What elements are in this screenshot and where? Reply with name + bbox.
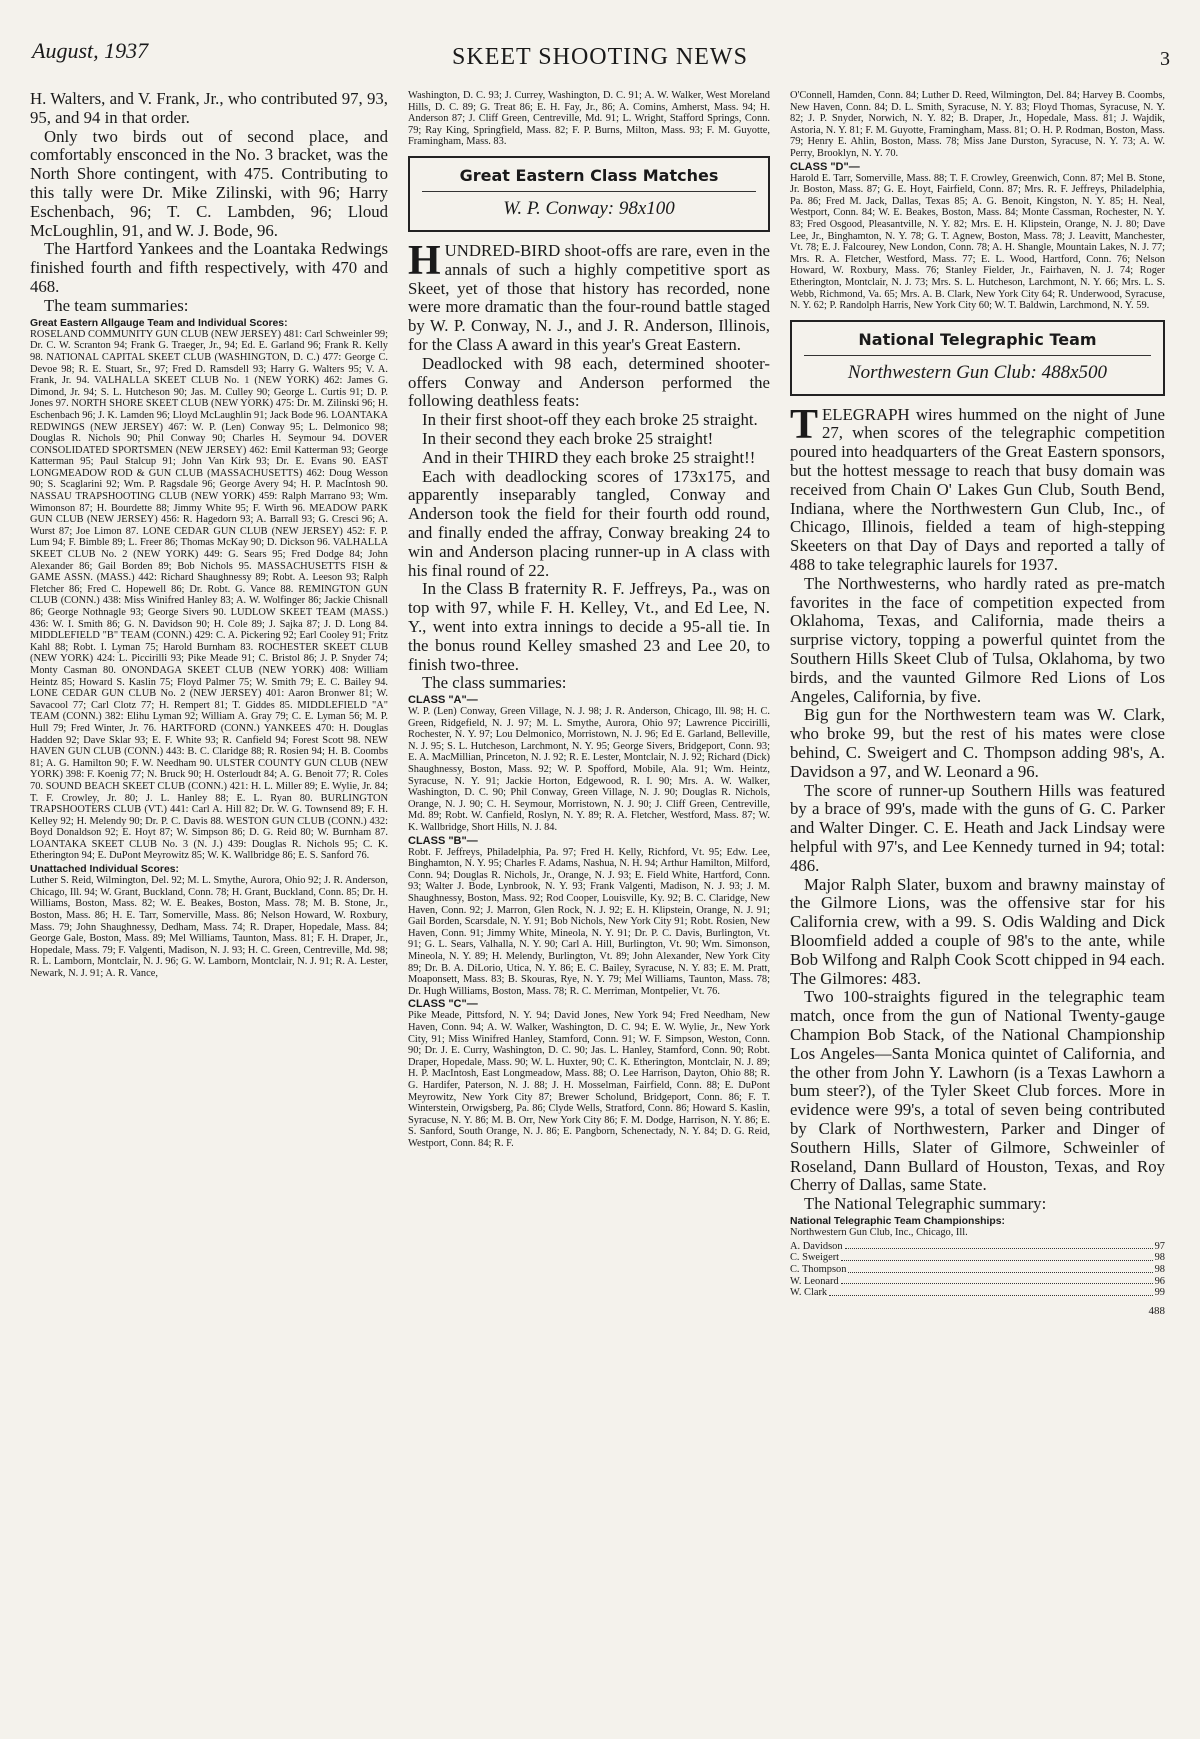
column-left xyxy=(30,90,388,1699)
shooter-score: 96 xyxy=(1154,1275,1165,1287)
continued-scores: Washington, D. C. 93; J. Currey, Washington, D. C. 91; A. W. Walker, West Moreland Hills, D. C. 89; G. Treat 86; E. H. Fay, Jr., 86; A. Comins, Amherst, Mass. 94; H. Anderson 87; J. Cliff Green, Centreville, Md. 91; L. Wright, Stafford Springs, Conn. 79; Ray King, Springfield, Mass. 82; F. P. Burns, Milton, Mass. 93; F. M. Guyotte, Framingham, Mass. 83. xyxy=(408,90,770,148)
telegraphic-club: Northwestern Gun Club, Inc., Chicago, Ill. xyxy=(790,1227,968,1239)
unattached-scores-list: Luther S. Reid, Wilmington, Del. 92; M. L. Smythe, Aurora, Ohio 92; J. R. Anderson, Chicago, Ill. 94; W. Grant, Buckland, Conn. 78; H. Grant, Buckland, Conn. 85; Dr. H. Williams, Boston, Mass. 82; W. E. Beakes, Boston, Mass. 78; M. B. Stone, Jr., Boston, Mass. 86; H. E. Tarr, Somerville, Mass. 86; Nelson Howard, W. Roxbury, Mass. 79; John Shaughnessy, Dedham, Mass. 74; R. Draper, Hopedale, Mass. 84; George Gale, Boston, Mass. 89; Mel Williams, Taunton, Mass. 81; F. H. Draper, Jr., Hopedale, Mass. 79; F. Valgenti, Madison, N. J. 93; H. C. Green, Centreville, Md. 98; R. L. Lamborn, Montclair, N. J. 96; G. W. Lamborn, Montclair, N. J. 91; R. A. Lester, Newark, N. J. 91; A. R. Vance, xyxy=(30,875,388,980)
telegraphic-summary-list xyxy=(790,1241,1165,1299)
page-number: 3 xyxy=(1160,48,1170,70)
article-paragraph: The score of runner-up Southern Hills was featured by a brace of 99's, made with the guns of G. C. Parker and Walter Dinger. C. E. Heath and Jack Lindsay were helpful with 97's, and Lee Kennedy turned in 94; total: 486. xyxy=(790,780,1165,875)
article-paragraph: The Northwesterns, who hardly rated as pre-match favorites in the face of competition expected from Oklahoma, Texas, and California, made theirs a surprise victory, topping a powerful quintet from the Southern Hills Skeet Club of Tulsa, Oklahoma, by two birds, and the vaunted Gilmore Red Lions of Los Angeles, California, by five. xyxy=(790,573,1165,706)
shooter-name: C. Sweigert xyxy=(790,1252,840,1264)
article-paragraph: In their second they each broke 25 straight! xyxy=(422,428,714,448)
team-scores-list: ROSELAND COMMUNITY GUN CLUB (NEW JERSEY) 481: Carl Schweinler 99; Dr. C. W. Scranton 94; Frank G. Traeger, Jr., 94; Ed. E. Garland 96; Frank R. Kelly 98. NATIONAL CAPITAL SKEET CLUB (WASHINGTON, D. C.) 477: George C. Devoe 98; R. E. Stuart, Sr., 97; Fred D. Ramsdell 93; Harry G. Walters 95; V. A. Frank, Jr. 94. VALHALLA SKEET CLUB No. 1 (NEW YORK) 462: James G. Dimond, Jr. 94; S. L. Hutcheson 90; Jas. M. Culley 90; George L. Curtis 91; D. P. Jones 97. NORTH SHORE SKEET CLUB (NEW YORK) 475: Dr. M. Zilinski 96; H. Eschenbach 96; J. K. Lamden 96; Lloyd McLaughlin 91; Jack Bode 96. LOANTAKA REDWINGS (NEW JERSEY) 467: W. P. (Len) Conway 95; L. Delmonico 98; Douglas R. Nichols 90; Phil Conway 90; Charles H. Seymour 94. DOVER CONSOLIDATED SPORTSMEN (NEW JERSEY) 462: Emil Katterman 93; George Katterman 95; Paul Stalcup 91; John Van Kirk 93; Dr. E. Evans 90. EAST LONGMEADOW ROD & GUN CLUB (MASSACHUSETTS) 462: Doug Wesson 90; S. Scaglarini 92; Wm. P. Ragsdale 96; George Avery 94; H. P. MacIntosh 90. NASSAU TRAPSHOOTING CLUB (NEW YORK) 459: Ralph Marrano 93; Wm. Wimonson 87; H. Bourdette 88; Jimmy White 95; F. Wirth 96. MEADOW PARK GUN CLUB (NEW JERSEY) 456: R. Hagedorn 93; A. Barrall 93; G. Cresci 96; A. Wurst 87; Joe Limon 87. LONE CEDAR GUN CLUB (NEW JERSEY) 452: F. P. Lum 94; F. Bimble 89; L. Freer 86; Thomas McKay 90; D. Dickson 96. VALHALLA SKEET CLUB No. 2 (NEW YORK) 449: G. Sears 95; Fred Dodge 84; John Alexander 86; Gail Borden 89; Bob Nichols 95. MASSACHUSETTS FISH & GAME ASSN. (MASS.) 442: Richard Shaughnessy 89; Robt. A. Leeson 93; Ralph Fletcher 86; Fred C. Hopewell 86; Dr. Robt. G. Vance 88. REMINGTON GUN CLUB (CONN.) 438: Miss Winifred Hanley 83; A. W. Wolfinger 86; Jackie Chisnall 86; George Nothnagle 93; George Sivers 90. LUDLOW SKEET TEAM (MASS.) 436: W. I. Smith 86; G. N. Davidson 90; H. Cole 89; J. Sajka 87; J. D. Long 84. MIDDLEFIELD "B" TEAM (CONN.) 429: C. A. Pickering 92; Earl Cooley 91; Fritz Kahl 88; Robt. I. Lyman 75; Harold Burnham 83. ROCHESTER SKEET CLUB (NEW YORK) 424: L. Piccirilli 93; Pike Meade 91; C. Bristol 86; J. P. Snyder 74; Monty Casman 80. ONONDAGA SKEET CLUB (NEW YORK) 408: William Heintz 85; Howard S. Kaslin 75; Floyd Palmer 75; W. Smith 79; E. C. Bailey 94. LONE CEDAR GUN CLUB No. 2 (NEW JERSEY) 401: Aaron Bronwer 81; W. Savacool 77; Carl Clotz 77; H. Rempert 81; T. Giddes 85. MIDDLEFIELD "A" TEAM (CONN.) 382: Elihu Lyman 92; William A. Gray 79; C. E. Lyman 56; M. P. Hull 79; Fred Winter, Jr. 76. HARTFORD (CONN.) YANKEES 470: H. Douglas Hadden 92; Dave Sklar 93; E. F. White 93; R. Canfield 94; Forest Scott 98. NEW HAVEN GUN CLUB (CONN.) 443: B. C. Claridge 88; R. Rosien 94; H. B. Coombs 81; A. G. Hamilton 90; F. W. Needham 90. ULSTER COUNTY GUN CLUB (NEW YORK) 398: F. Koenig 77; N. Bruck 90; H. Osterloudt 84; A. G. Benoit 77; R. Coles 70. SOUND BEACH SKEET CLUB (CONN.) 421: H. L. Miller 89; E. Wylie, Jr. 84; T. F. Crowley, Jr. 80; J. L. Hanley 88; E. L. Ryan 80. BURLINGTON TRAPSHOOTERS CLUB (VT.) 441: Carl A. Hill 82; Dr. W. G. Townsend 89; F. H. Kelley 92; H. Melendy 90; Dr. P. C. Davis 88. WESTON GUN CLUB (CONN.) 432: Boyd Donaldson 92; E. Hoyt 87; W. Simpson 86; D. G. Reid 80; W. Burnham 87. LOANTAKA SKEET CLUB No. 3 (N. J.) 439: Douglas R. Nichols 95; C. K. Etherington 94; E. DuPont Meyrowitz 85; W. K. Wallbridge 86; E. S. Sanford 76. xyxy=(30,328,388,862)
drop-cap: H xyxy=(408,237,441,284)
article-paragraph: The National Telegraphic summary: xyxy=(804,1194,1047,1214)
issue-date: August, 1937 xyxy=(32,38,149,63)
shooter-name: C. Thompson xyxy=(790,1263,847,1275)
lead-paragraph xyxy=(790,401,1165,575)
box-title: Great Eastern Class Matches xyxy=(459,165,719,185)
class-matches-title-box xyxy=(408,156,770,232)
summary-row xyxy=(790,1241,1165,1253)
intro-paragraph: The team summaries: xyxy=(44,295,189,315)
summary-row xyxy=(790,1252,1165,1264)
shooter-score: 99 xyxy=(1154,1287,1165,1299)
article-paragraph: The class summaries: xyxy=(422,673,567,693)
article-paragraph: Major Ralph Slater, buxom and brawny mainstay of the Gilmore Lions, was the offensive star for his California crew, with a 99. S. Odis Walding and Dick Bloomfield added a couple of 98's to the ante, while Bob Wilfong and Ralph Cook Scott chipped in 94 each. The Gilmores: 483. xyxy=(790,874,1165,988)
page-header xyxy=(30,38,1170,78)
summary-row xyxy=(790,1287,1165,1299)
article-paragraph: In their first shoot-off they each broke 25 straight. xyxy=(422,410,758,430)
class-a-label: CLASS "A"— xyxy=(408,694,478,707)
box-subtitle: W. P. Conway: 98x100 xyxy=(503,197,675,219)
article-paragraph: Big gun for the Northwestern team was W. Clark, who broke 99, but the rest of his mates were close behind, C. Sweigert and C. Thompson adding 98's, A. Davidson a 97, and W. Leonard a 96. xyxy=(790,705,1165,781)
leader-dots xyxy=(841,1276,1153,1285)
column-right xyxy=(790,90,1165,1699)
unattached-heading: Unattached Individual Scores: xyxy=(30,864,179,876)
leader-dots xyxy=(841,1252,1153,1261)
shooter-name: W. Clark xyxy=(790,1287,828,1299)
intro-paragraph: The Hartford Yankees and the Loantaka Redwings finished fourth and fifth respectively, with 470 and 468. xyxy=(30,239,388,296)
lead-text: ELEGRAPH wires hummed on the night of June 27, when scores of the telegraphic competition poured into headquarters of the Great Eastern sponsors, but the hottest message to reach that busy domain was received from Chain O' Lakes Gun Club, South Bend, Indiana, where the Northwestern Gun Club, Inc., of Chicago, Illinois, fielded a team of high-stepping Skeeters on that Day of Days and reported a tally of 488 to take telegraphic laurels for 1937. xyxy=(790,404,1165,575)
leader-dots xyxy=(829,1287,1152,1296)
shooter-score: 98 xyxy=(1154,1263,1165,1275)
leader-dots xyxy=(845,1241,1153,1250)
summary-row xyxy=(790,1264,1165,1276)
article-paragraph: Each with deadlocking scores of 173x175, and apparently inseparably tangled, Conway and Anderson took the field for their fourth odd round, and finally ended the affray, Conway breaking 24 to win and Anderson placing runner-up in A class with his final round of 22. xyxy=(408,466,770,580)
article-paragraph: And in their THIRD they each broke 25 straight!! xyxy=(422,447,756,467)
summary-row xyxy=(790,1276,1165,1288)
class-c-scores: Pike Meade, Pittsford, N. Y. 94; David Jones, New York 94; Fred Needham, New Haven, Conn. 94; A. W. Walker, Washington, D. C. 94; E. W. Wylie, Jr., New York City, 91; Miss Winifred Hanley, Stamford, Conn. 91; W. F. Simpson, Weston, Conn. 90; Dr. J. E. Curry, Washington, D. C. 90; Jas. L. Hanley, Stamford, Conn. 90; Robt. Draper, Hopedale, Mass. 90; W. L. Huxter, 90; C. K. Etherington, Montclair, N. J. 89; H. P. MacIntosh, East Longmeadow, Mass. 88; O. Lee Harrison, Dayton, Ohio 88; R. G. Hardifer, Paterson, N. J. 88; J. H. Mosselman, Fairfield, Conn. 88; E. DuPont Meyrowitz, New York City 87; Brewer Scholund, Bridgeport, Conn. 86; F. T. Winterstein, Orwigsberg, Pa. 86; Clyde Wells, Stratford, Conn. 86; Howard S. Kaslin, Syracuse, N. Y. 86; M. B. Orr, New York City 86; F. M. Dodge, Harrison, N. Y. 86; E. S. Sanford, South Orange, N. J. 86; E. Pangborn, Schenectady, N. Y. 84; D. G. Reid, Westport, Conn. 84; R. F. xyxy=(408,1010,770,1149)
shooter-name: W. Leonard xyxy=(790,1275,839,1287)
column-middle xyxy=(408,90,770,1699)
class-d-scores: Harold E. Tarr, Somerville, Mass. 88; T. F. Crowley, Greenwich, Conn. 87; Mel B. Stone, Jr. Boston, Mass. 87; G. E. Hoyt, Fairfield, Conn. 87; Mrs. R. F. Jeffreys, Philadelphia, Pa. 86; Fred M. Jack, Dallas, Texas 85; A. G. Benoit, Kingston, N. Y. 85; H. Neal, Westport, Conn. 84; W. E. Beakes, Boston, Mass. 84; Monte Cassman, Rochester, N. Y. 83; Fred Osgood, Pleasantville, N. Y. 82; Mrs. E. H. Klipstein, Orange, N. J. 80; Dave Lee, Jr., Binghamton, N. Y. 78; G. T. Agnew, Boston, Mass. 78; J. Leavitt, Manchester, Vt. 78; E. J. Falcourey, New London, Conn. 78; A. H. Shangle, Mountain Lakes, N. J. 77; Mrs. R. A. Fletcher, Westford, Mass. 77; E. L. Wood, Hartford, Conn. 76; Nelson Howard, W. Roxbury, Mass. 76; Stanley Fielder, Jr., Fairhaven, N. J. 74; Roger Etherington, Montclair, N. J. 73; Mrs. S. L. Hutcheson, Larchmont, N. Y. 66; Mrs. L. S. Webb, Richmond, Va. 65; Mrs. A. B. Clark, New York City 64; R. Underwood, Syracuse, N. Y. 62; P. Randolph Harris, New York City 60; W. T. Baldwin, Larchmond, N. Y. 59. xyxy=(790,172,1165,312)
lead-text: UNDRED-BIRD shoot-offs are rare, even in the annals of such a highly competitive sport as Skeet, yet of those that history has recorded, none were more dramatic than the four-round battle staged by W. P. Conway, N. J., and J. R. Anderson, Illinois, for the Class A award in this year's Great Eastern. xyxy=(408,240,770,354)
article-paragraph: Two 100-straights figured in the telegraphic team match, once from the gun of National Twenty-gauge Champion Bob Stack, of the National Championship Los Angeles—Santa Monica quintet of California, and the other from John Y. Lawhorn (is a Texas Lawhorn a bum steer?), of the Tyler Skeet Club forces. More in evidence were 99's, a total of seven being contributed by Clark of Northwestern, Parker and Dinger of Southern Hills, Slater of Gilmore, Schweinler of Roseland, Dann Bullard of Houston, Texas, and Roy Cherry of Dallas, same State. xyxy=(790,987,1165,1195)
article-paragraph: In the Class B fraternity R. F. Jeffreys, Pa., was on top with 97, while F. H. Kelley, Vt., and Ed Lee, N. Y., went into extra innings to decide a 95-all tie. In the bonus round Kelley smashed 23 and Lee 20, to finish two-three. xyxy=(408,579,770,674)
drop-cap: T xyxy=(790,401,819,448)
intro-paragraph: Only two birds out of second place, and comfortably ensconced in the No. 3 bracket, was the North Shore contingent, with 475. Contributing to this tally were Dr. Mike Zilinski, with 96; Harry Eschenbach, 96; T. C. Lambden, 96; Lloud McLoughlin, 91, and W. J. Bode, 96. xyxy=(30,126,388,240)
box-subtitle: Northwestern Gun Club: 488x500 xyxy=(847,361,1108,383)
class-b-scores: Robt. F. Jeffreys, Philadelphia, Pa. 97; Fred H. Kelly, Richford, Vt. 95; Edw. Lee, Binghamton, N. Y. 95; Charles F. Adams, Nashua, N. H. 94; Arthur Hamilton, Milford, Conn. 94; Douglas R. Nichols, Jr., Orange, N. J. 93; E. Field White, Hartford, Conn. 93; Walter J. Bode, Lynbrook, N. Y. 93; Frank Valgenti, Madison, N. J. 93; J. M. Shaughnessy, Boston, Mass. 92; Rod Cooper, Louisville, Ky. 92; B. C. Claridge, New Haven, Conn. 92; J. Marron, Glen Rock, N. J. 92; E. H. Klipstein, Orange, N. J. 91; Gail Borden, Scarsdale, N. Y. 91; Bob Nichols, New York City 91; Robt. Rosien, New Haven, Conn. 91; Jimmy White, Mineola, N. Y. 91; Dr. P. C. Davis, Burlington, Vt. 91; G. L. Sears, Valhalla, N. Y. 90; Carl A. Hill, Burlington, Vt. 90; Wm. Simonson, Mineola, N. Y. 89; H. Melendy, Burlington, Vt. 89; John Alexander, New York City 89; Dr. B. A. DiLorio, Utica, N. Y. 86; E. C. Bailey, Syracuse, N. Y. 83; E. M. Pratt, Moaponsett, Mass. 83; B. Skouras, Rye, N. Y. 79; Mel Williams, Taunton, Mass. 78; Dr. Hugh Williams, Boston, Mass. 78; R. C. Merriman, Montpelier, Vt. 76. xyxy=(408,846,770,997)
intro-paragraph: H. Walters, and V. Frank, Jr., who contributed 97, 93, 95, and 94 in that order. xyxy=(30,90,388,127)
shooter-score: 98 xyxy=(1154,1252,1165,1264)
team-summary-heading: Great Eastern Allgauge Team and Individual Scores: xyxy=(30,317,288,329)
lead-paragraph xyxy=(408,237,770,355)
article-paragraph: Deadlocked with 98 each, determined shooter-offers Conway and Anderson performed the following deathless feats: xyxy=(408,353,770,411)
box-divider xyxy=(804,355,1151,356)
team-total: 488 xyxy=(1148,1304,1165,1317)
shooter-score: 97 xyxy=(1154,1240,1165,1252)
box-divider xyxy=(422,191,756,192)
class-d-label: CLASS "D"— xyxy=(790,160,860,173)
box-title: National Telegraphic Team xyxy=(858,329,1097,349)
class-b-label: CLASS "B"— xyxy=(408,834,478,847)
masthead-title: SKEET SHOOTING NEWS xyxy=(452,44,748,70)
telegraphic-title-box xyxy=(790,320,1165,396)
telegraphic-summary-heading: National Telegraphic Team Championships: xyxy=(790,1215,1005,1227)
continued-scores: O'Connell, Hamden, Conn. 84; Luther D. Reed, Wilmington, Del. 84; Harvey B. Coombs, New Haven, Conn. 84; D. L. Smith, Syracuse, N. Y. 83; Floyd Thomas, Syracuse, N. Y. 82; J. P. Snyder, Norwich, N. Y. 82; B. Draper, Jr., Hopedale, Mass. 81; J. Wajdik, Astoria, N. Y. 81; F. M. Guyotte, Framingham, Mass. 81; O. H. P. Rodman, Boston, Mass. 79; Henry E. Ahlin, Boston, Mass. 78; Miss Jane Durston, Syracuse, N. Y. 73; A. W. Perry, Brooklyn, N. Y. 70. xyxy=(790,90,1165,159)
shooter-name: A. Davidson xyxy=(790,1240,843,1252)
leader-dots xyxy=(848,1264,1152,1273)
class-a-scores: W. P. (Len) Conway, Green Village, N. J. 98; J. R. Anderson, Chicago, Ill. 98; H. C. Green, Ridgefield, N. J. 97; M. L. Smythe, Aurora, Ohio 97; Lawrence Piccirilli, Rochester, N. Y. 97; Lou Delmonico, Morristown, N. J. 96; Ed E. Garland, Belleville, N. J. 95; S. L. Hutcheson, Larchmont, N. Y. 95; George Sivers, Bridgeport, Conn. 93; E. A. MacMillian, Princeton, N. J. 92; R. E. Lester, Montclair, N. J. 92; Richard (Dick) Shaughnessy, Boston, Mass. 92; W. P. Spofford, Mobile, Ala. 91; Wm. Heintz, Syracuse, N. Y. 91; Jackie Horton, Edgewood, R. I. 90; Mrs. A. W. Walker, Washington, D. C. 90; Phil Conway, Green Village, N. J. 90; Douglas R. Nichols, Orange, N. J. 90; C. H. Seymour, Morristown, N. J. 90; J. Cliff Green, Centreville, Md. 89; Robt. W. Canfield, Roslyn, N. Y. 89; R. A. Fletcher, Westford, Mass. 87; W. K. Wallbridge, Short Hills, N. J. 84. xyxy=(408,706,770,834)
class-c-label: CLASS "C"— xyxy=(408,998,478,1011)
